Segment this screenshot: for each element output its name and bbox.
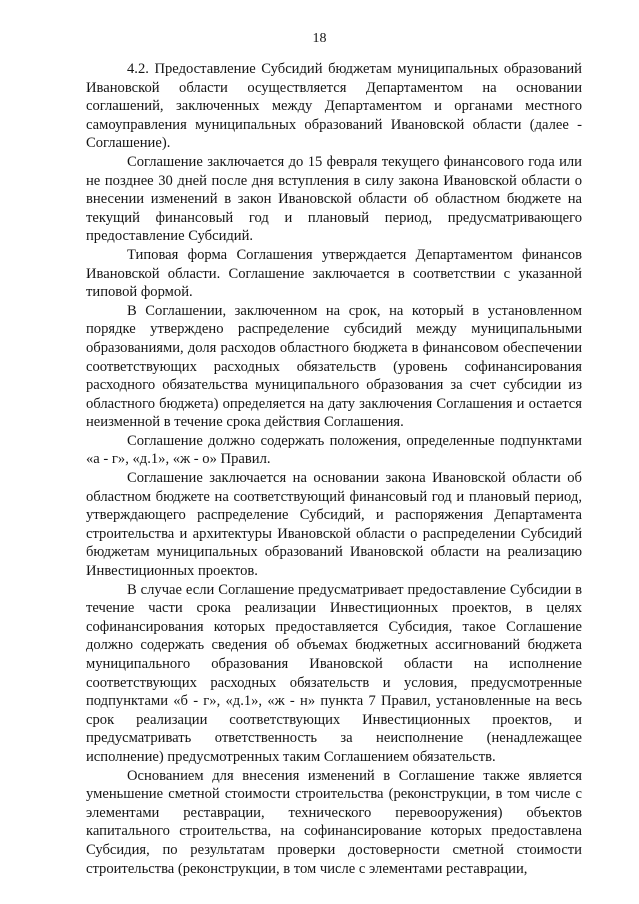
document-body <box>86 60 582 878</box>
paragraph-standard-form: Типовая форма Соглашения утверждается Департаментом финансов Ивановской области. Соглашение заключается в соответствии с указанной типовой формой. <box>86 246 582 301</box>
paragraph-agreement-deadline: Соглашение заключается до 15 февраля текущего финансового года или не позднее 30 дней после дня вступления в силу закона Ивановской области о внесении изменений в закон Ивановской области об областном бюджете на текущий финансовый год и плановый период, предусматривающего предоставление Субсидий. <box>86 153 582 245</box>
paragraph-partial-term: В случае если Соглашение предусматривает предоставление Субсидии в течение части срока реализации Инвестиционных проектов, в целях софинансирования которых предоставляется Субсидия, такое Соглашение должно содержать сведения об объемах бюджетных ассигнований бюджета муниципального образования Ивановской области на исполнение соответствующих расходных обязательств и условия, предусмотренные подпунктами «б - г», «д.1», «ж - н» пункта 7 Правил, установленные на весь срок реализации соответствующих Инвестиционных проектов, и предусматривать ответственность за неисполнение (ненадлежащее исполнение) предусмотренных таким Соглашением обязательств. <box>86 581 582 765</box>
paragraph-legal-basis: Соглашение заключается на основании закона Ивановской области об областном бюджете на соответствующий финансовый год и плановый период, утверждающего распределение Субсидий, и распоряжения Департамента строительства и архитектуры Ивановской области о распределении Субсидий бюджетам муниципальных образований Ивановской области на реализацию Инвестиционных проектов. <box>86 470 582 580</box>
paragraph-cofinancing-level: В Соглашении, заключенном на срок, на который в установленном порядке утверждено распределение субсидий между муниципальными образованиями, доля расходов областного бюджета в финансовом обеспечении соответствующих расходных обязательств (уровень софинансирования расходного обязательства муниципального образования за счет субсидии из областного бюджета) определяется на дату заключения Соглашения и остается неизменной в течение срока действия Соглашения. <box>86 302 582 431</box>
paragraph-amendment-grounds: Основанием для внесения изменений в Соглашение также является уменьшение сметной стоимости строительства (реконструкции, в том числе с элементами реставрации, технического перевооружения) объектов капитального строительства, на софинансирование которых предоставлена Субсидия, по результатам проверки достоверности сметной стоимости строительства (реконструкции, в том числе с элементами реставрации, <box>86 767 582 877</box>
page-number: 18 <box>312 31 327 46</box>
paragraph-required-provisions: Соглашение должно содержать положения, определенные подпунктами «а - г», «д.1», «ж - о» Правил. <box>86 432 582 468</box>
paragraph-4-2-subsidy-provision: 4.2. Предоставление Субсидий бюджетам муниципальных образований Ивановской области осуществляется Департаментом на основании соглашений, заключенных между Департаментом и органами местного самоуправления муниципальных образований Ивановской области (далее - Соглашение). <box>86 61 582 152</box>
